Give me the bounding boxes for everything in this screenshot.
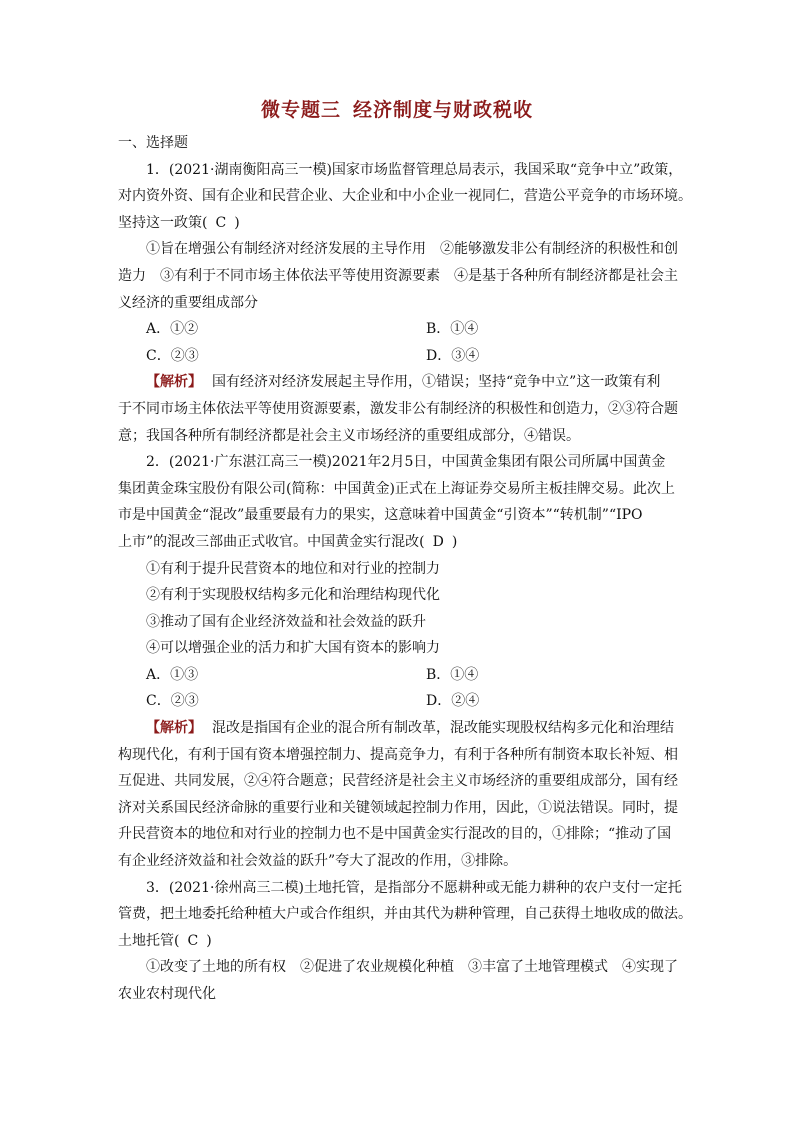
q1-stem-line3 <box>118 210 678 237</box>
q1-answer: C <box>215 214 227 231</box>
q2-analysis-line5: 升民营资本的地位和对行业的控制力也不是中国黄金实行混改的目的，①排除；“推动了国 <box>118 826 672 843</box>
q1-stem-line1: 1．(2021·湖南衡阳高三一模)国家市场监督管理总局表示，我国采取“竞争中立”政策， <box>146 161 683 178</box>
q1-items-line2: 造力 ③有利于不同市场主体依法平等使用资源要素 ④是基于各种所有制经济都是社会主 <box>118 267 678 284</box>
q1-option-d: D．③④ <box>426 347 480 364</box>
q2-close-paren: ) <box>451 533 458 550</box>
q1-analysis-line2: 于不同市场主体依法平等使用资源要素，激发非公有制经济的积极性和创造力，②③符合题 <box>118 400 678 417</box>
title-part2: 经济制度与财政税收 <box>353 99 534 121</box>
q2-stem-line2: 集团黄金珠宝股份有限公司(简称：中国黄金)正式在上海证券交易所主板挂牌交易。此次上 <box>118 480 675 497</box>
q1-analysis-tag: 【解析】 <box>146 374 202 391</box>
page-title <box>0 95 794 122</box>
q1-option-a: A．①② <box>146 321 199 338</box>
q2-option-a: A．①③ <box>146 666 199 683</box>
q2-options-row1 <box>118 662 678 689</box>
q3-stem-line1: 3．(2021·徐州高三二模)土地托管，是指部分不愿耕种或无能力耕种的农户支付一定托 <box>146 879 682 896</box>
q2-answer: D <box>432 533 444 550</box>
q1-analysis-line1 <box>118 369 678 396</box>
q3-stem-line2: 管费，把土地委托给种植大户或合作组织，并由其代为耕种管理，自己获得土地收成的做法。 <box>118 906 692 923</box>
q2-options-row2 <box>118 688 678 715</box>
q1-stem-line2: 对内资外资、国有企业和民营企业、大企业和中小企业一视同仁，营造公平竞争的市场环境。 <box>118 188 692 205</box>
document-body <box>118 130 692 1008</box>
title-part1: 微专题三 <box>260 99 341 121</box>
q2-option-c: C．②③ <box>146 693 199 710</box>
q3-stem-text: 土地托管( <box>118 932 180 949</box>
q1-items-line1: ①旨在增强公有制经济对经济发展的主导作用 ②能够激发非公有制经济的积极性和创 <box>146 241 678 258</box>
q2-item-1: ①有利于提升民营资本的地位和对行业的控制力 <box>146 560 440 577</box>
q1-items-line3: 义经济的重要组成部分 <box>118 294 258 311</box>
q1-options-row2 <box>118 343 678 370</box>
q3-stem-line3 <box>118 928 678 955</box>
q2-analysis-line2: 构现代化，有利于国有资本增强控制力、提高竞争力，有利于各种所有制资本取长补短、相 <box>118 746 678 763</box>
q2-item-3: ③推动了国有企业经济效益和社会效益的跃升 <box>146 613 426 630</box>
q3-close-paren: ) <box>206 932 212 949</box>
q2-stem-line1: 2．(2021·广东湛江高三一模)2021年2月5日，中国黄金集团有限公司所属中国黄金 <box>146 454 666 471</box>
q3-items-line1: ①改变了土地的所有权 ②促进了农业规模化种植 ③丰富了土地管理模式 ④实现了 <box>146 959 678 976</box>
q2-option-b: B．①④ <box>426 666 479 683</box>
q1-option-c: C．②③ <box>146 347 199 364</box>
q2-stem-line3: 市是中国黄金“混改”最重要最有力的果实，这意味着中国黄金“引资本”“转机制”“IPO <box>118 507 643 524</box>
q2-item-2: ②有利于实现股权结构多元化和治理结构现代化 <box>146 587 440 604</box>
q2-item-4: ④可以增强企业的活力和扩大国有资本的影响力 <box>146 640 440 657</box>
q2-analysis-line4: 济对关系国民经济命脉的重要行业和关键领域起控制力作用，因此，①说法错误。同时，提 <box>118 799 678 816</box>
q3-items-line2: 农业农村现代化 <box>118 986 216 1002</box>
q1-options-row1 <box>118 316 678 343</box>
q2-analysis-tag: 【解析】 <box>146 720 202 737</box>
q1-option-b: B．①④ <box>426 321 479 338</box>
q3-answer: C <box>187 932 199 949</box>
section-heading: 一、选择题 <box>118 135 188 151</box>
q1-analysis-line3: 意；我国各种所有制经济都是社会主义市场经济的重要组成部分，④错误。 <box>118 427 580 444</box>
q2-analysis-line6: 有企业经济效益和社会效益的跃升”夸大了混改的作用，③排除。 <box>118 853 518 870</box>
q1-analysis-text: 国有经济对经济发展起主导作用，①错误；坚持“竞争中立”这一政策有利 <box>212 374 661 391</box>
q2-option-d: D．②④ <box>426 693 480 710</box>
q2-stem-line4 <box>118 529 678 556</box>
q2-stem-text: 上市”的混改三部曲正式收官。中国黄金实行混改( <box>118 533 425 550</box>
q2-analysis-line3: 互促进、共同发展，②④符合题意；民营经济是社会主义市场经济的重要组成部分，国有经 <box>118 773 678 790</box>
q1-stem-text: 坚持这一政策( <box>118 214 208 231</box>
q2-analysis-text: 混改是指国有企业的混合所有制改革，混改能实现股权结构多元化和治理结 <box>212 720 674 737</box>
q1-close-paren: ) <box>234 214 240 231</box>
q2-analysis-line1 <box>118 715 678 742</box>
